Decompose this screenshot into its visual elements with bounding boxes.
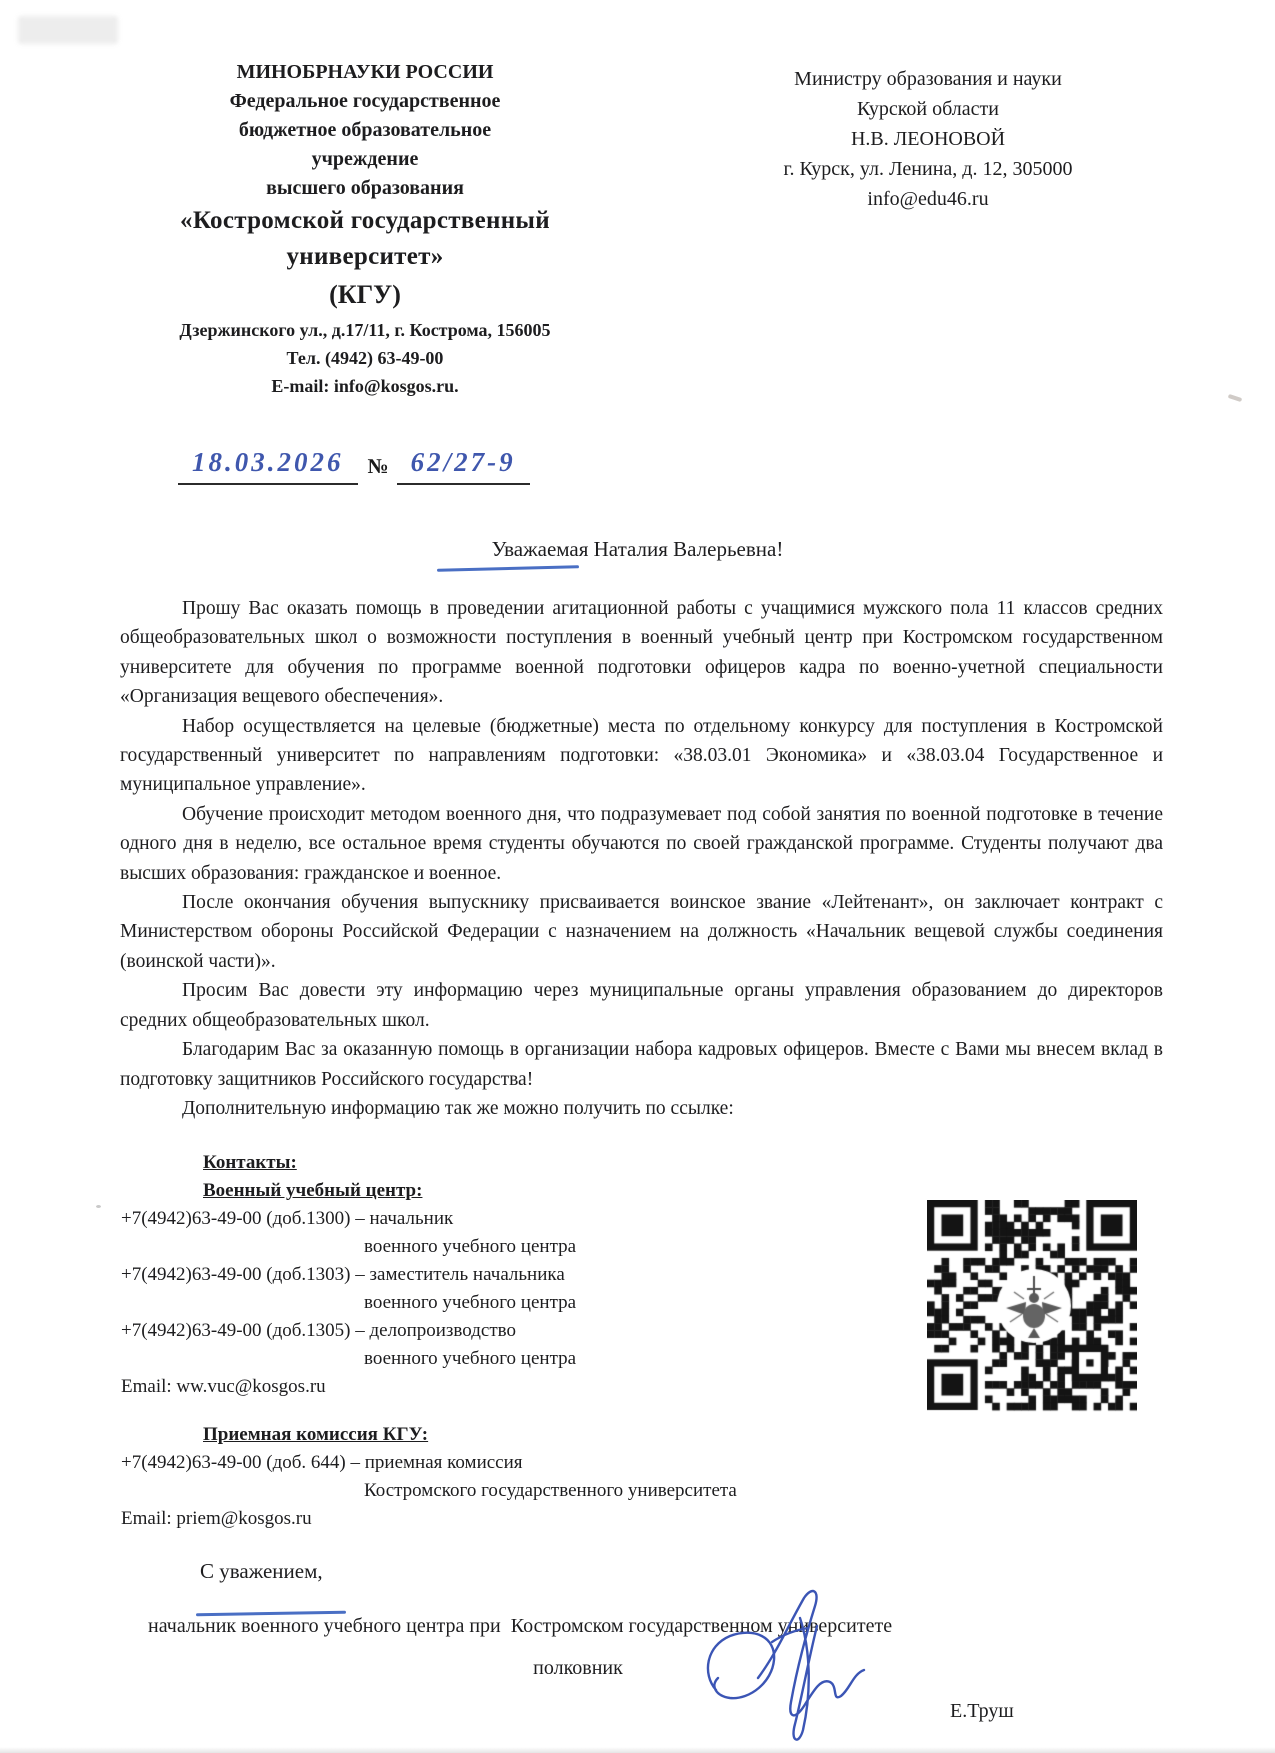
number-slot	[397, 447, 530, 485]
contact-phone-continuation: военного учебного центра	[364, 1236, 577, 1258]
spacer	[121, 1401, 781, 1421]
scan-smudge	[18, 16, 118, 44]
letter-body	[120, 594, 1163, 1123]
admission-email: Email: priem@kosgos.ru	[121, 1508, 312, 1530]
sender-block	[80, 58, 650, 399]
handwritten-date: 18.03.2026	[192, 447, 344, 477]
sender-address: Дзержинского ул., д.17/11, г. Кострома, 156005	[179, 320, 551, 340]
sender-university-name: «Костромской государственный	[180, 207, 550, 234]
sender-line: Федеральное государственное	[229, 90, 501, 112]
paragraph: Просим Вас довести эту информацию через муниципальные органы управления образованием до директоров средних общеобразовательных школ.	[120, 980, 1163, 1031]
contact-phone: +7(4942)63-49-00 (доб.1303) – заместитель начальника	[121, 1264, 565, 1286]
sender-university-name: университет»	[286, 243, 444, 270]
signer-position: начальник военного учебного центра при Костромском государственном университете	[148, 1615, 893, 1638]
sender-line: учреждение	[311, 148, 419, 170]
number-sign: №	[367, 454, 389, 478]
paragraph: Дополнительную информацию так же можно получить по ссылке:	[182, 1097, 734, 1119]
pen-underline-salutation	[437, 565, 579, 571]
salutation: Уважаемая Наталия Валерьевна!	[491, 537, 784, 561]
signer-rank: полковник	[533, 1657, 623, 1680]
contact-phone: +7(4942)63-49-00 (доб.1305) – делопроизводство	[121, 1320, 516, 1342]
admission-phone: +7(4942)63-49-00 (доб. 644) – приемная комиссия	[121, 1452, 523, 1474]
signer-name: Е.Труш	[950, 1700, 1014, 1722]
sender-line: МИНОБРНАУКИ РОССИИ	[236, 61, 494, 83]
recipient-line: Министру образования и науки	[794, 68, 1062, 90]
paragraph: Прошу Вас оказать помощь в проведении агитационной работы с учащимися мужского пола 11 классов средних общеобразовательных школ о возможности поступления в военный учебный центр при Костромском государственном университете для обучения по программе военной подготовки офицеров кадра по военно-учетной специальности «Организация вещевого обеспечения».	[120, 598, 1163, 708]
admission-title: Приемная комиссия КГУ:	[203, 1424, 429, 1446]
recipient-address: г. Курск, ул. Ленина, д. 12, 305000	[783, 158, 1073, 180]
recipient-email: info@edu46.ru	[867, 188, 989, 210]
paragraph: Благодарим Вас за оказанную помощь в организации набора кадровых офицеров. Вместе с Вами мы внесем вклад в подготовку защитников Российского государства!	[120, 1039, 1163, 1090]
date-slot	[178, 447, 358, 485]
admission-phone-continuation: Костромского государственного университета	[364, 1480, 737, 1502]
paragraph: После окончания обучения выпускнику присваивается воинское звание «Лейтенант», он заключает контракт с Министерством обороны Российской Федерации с назначением на должность «Начальник вещевой службы соединения (воинской части)».	[120, 892, 1163, 972]
reference-row	[178, 429, 1275, 485]
contact-phone-continuation: военного учебного центра	[364, 1348, 577, 1370]
sender-line: бюджетное образовательное	[238, 119, 492, 141]
recipient-name: Н.В. ЛЕОНОВОЙ	[850, 128, 1006, 150]
sender-line: высшего образования	[266, 177, 464, 199]
contact-phone: +7(4942)63-49-00 (доб.1300) – начальник	[121, 1208, 454, 1230]
sender-email: E-mail: info@kosgos.ru.	[271, 376, 459, 396]
vuc-title: Военный учебный центр:	[203, 1180, 423, 1202]
contacts-section	[121, 1149, 781, 1533]
scan-speck	[96, 1205, 101, 1208]
handwritten-number: 62/27-9	[410, 447, 516, 477]
paragraph: Набор осуществляется на целевые (бюджетные) места по отдельному конкурсу для поступления в Костромской государственный университет по направлениям подготовки: «38.03.01 Экономика» и «38.03.04 Государственное и муниципальное управление».	[120, 715, 1163, 796]
sender-phone: Тел. (4942) 63-49-00	[286, 348, 444, 368]
handwritten-signature	[688, 1582, 888, 1752]
recipient-block	[698, 58, 1158, 399]
qr-code-image	[927, 1200, 1137, 1414]
vuc-email: Email: ww.vuc@kosgos.ru	[121, 1376, 326, 1398]
recipient-line: Курской области	[857, 98, 999, 120]
letterhead	[0, 0, 1275, 399]
contacts-title: Контакты:	[203, 1152, 297, 1174]
paragraph: Обучение происходит методом военного дня, что подразумевает под собой занятия по военной подготовке в течение одного дня в неделю, все остальное время студенты обучаются по своей гражданской программе. Студенты получают два высших образования: гражданское и военное.	[120, 803, 1163, 884]
contact-phone-continuation: военного учебного центра	[364, 1292, 577, 1314]
sender-abbr: (КГУ)	[329, 280, 401, 309]
regards: С уважением,	[200, 1559, 323, 1584]
qr-code	[927, 1200, 1137, 1414]
scan-edge-shadow	[0, 1747, 1275, 1753]
